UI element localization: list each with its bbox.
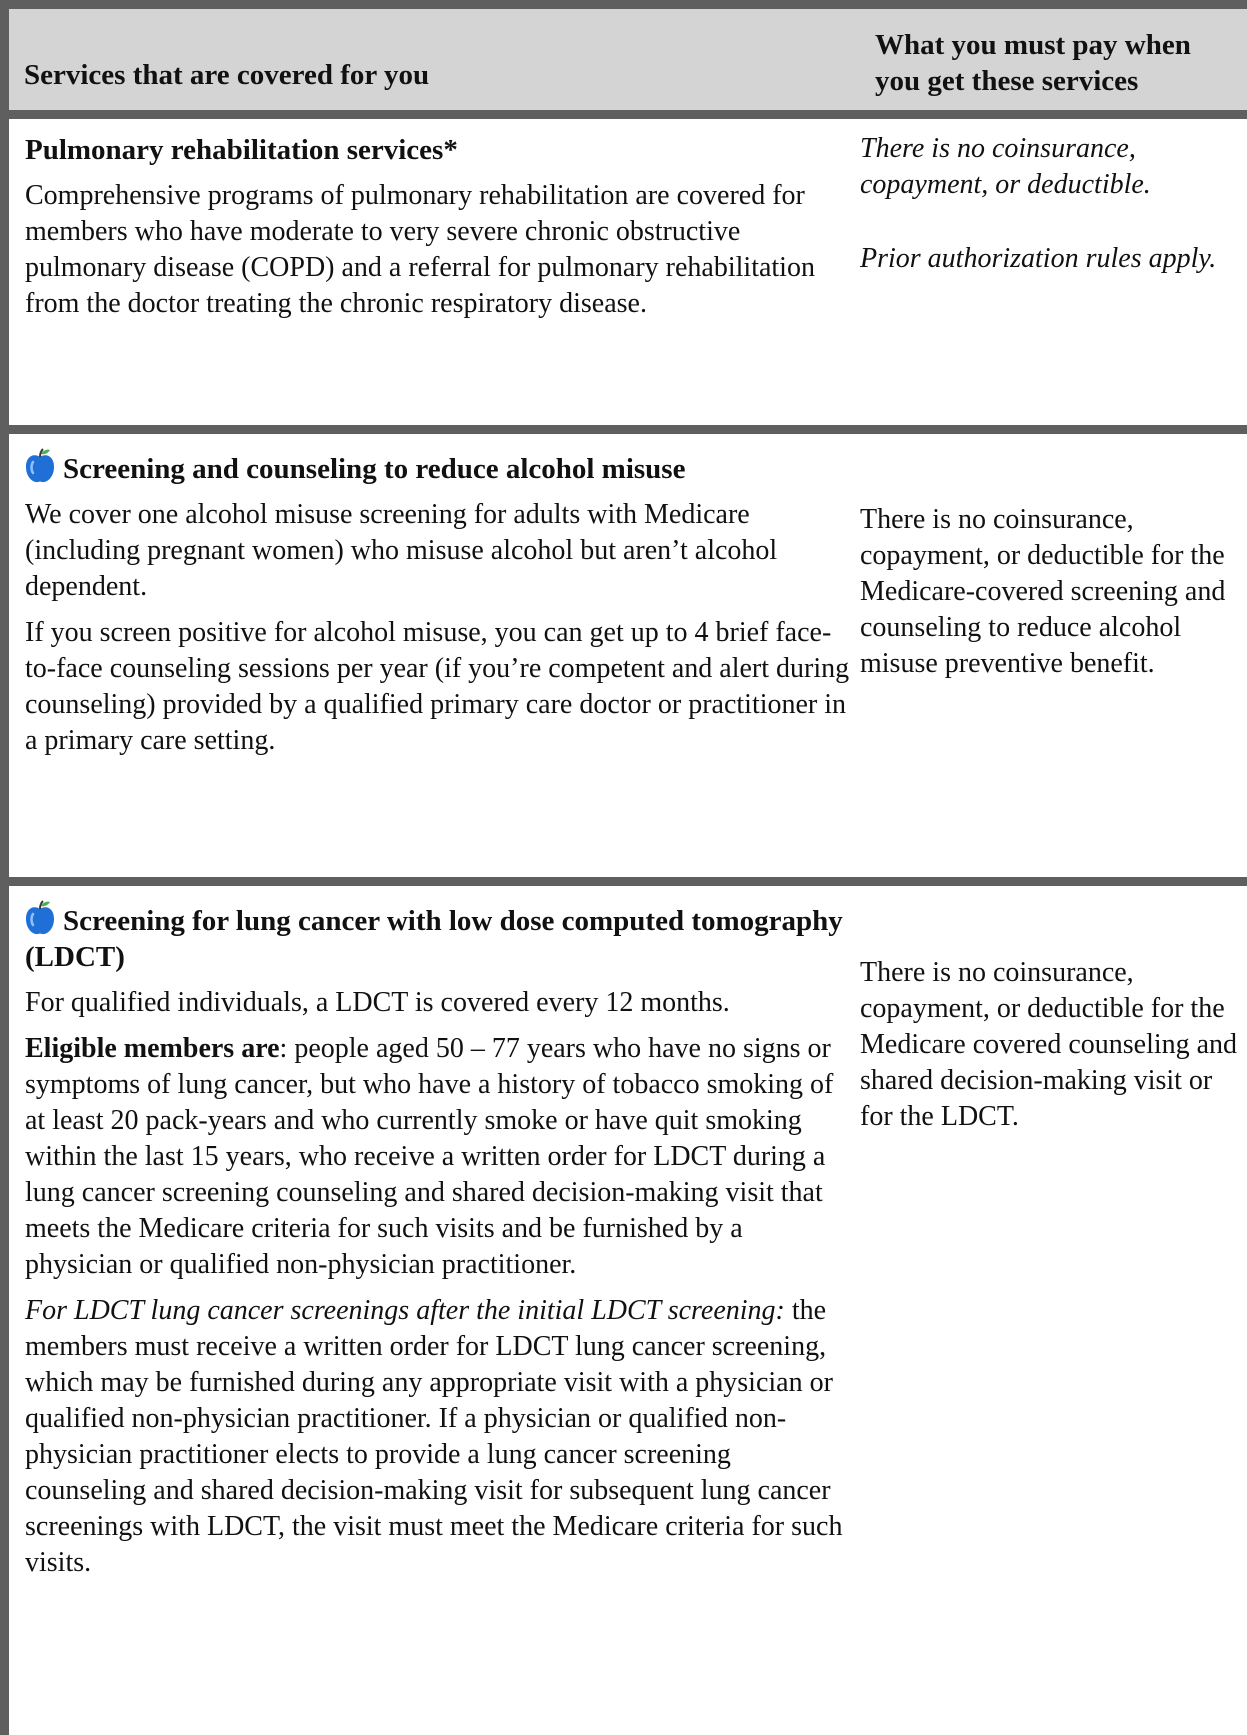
service-title: Pulmonary rehabilitation services* xyxy=(25,134,458,166)
service-title-text: Screening for lung cancer with low dose computed tomography (LDCT) xyxy=(25,905,843,973)
apple-icon xyxy=(25,900,55,936)
eligibility-label: Eligible members are xyxy=(25,1033,280,1064)
service-cell xyxy=(25,132,855,322)
payment-text: There is no coinsurance, copayment, or deductible. xyxy=(860,133,1151,200)
eligibility-paragraph xyxy=(25,1031,855,1283)
service-cell xyxy=(25,900,855,1581)
service-description: If you screen positive for alcohol misuse, you can get up to 4 brief face-to-face counseling sessions per year (if you’re competent and alert during counseling) provided by a qualified primary care doctor or practitioner in a primary care setting. xyxy=(25,617,850,756)
header-services-label: Services that are covered for you xyxy=(24,59,430,91)
table-row xyxy=(9,119,1247,425)
followup-paragraph xyxy=(25,1293,855,1581)
row-divider xyxy=(9,877,1247,886)
service-title-text: Screening and counseling to reduce alcohol misuse xyxy=(63,453,686,485)
payment-text: There is no coinsurance, copayment, or deductible for the Medicare covered counseling and shared decision-making visit or for the LDCT. xyxy=(860,957,1238,1132)
table-row xyxy=(9,434,1247,877)
table-row xyxy=(9,886,1247,1735)
table-header xyxy=(9,9,1247,119)
payment-cell xyxy=(860,955,1240,1135)
payment-cell xyxy=(860,131,1240,277)
service-description: For qualified individuals, a LDCT is covered every 12 months. xyxy=(25,987,730,1018)
service-title xyxy=(25,448,855,487)
payment-note: Prior authorization rules apply. xyxy=(860,243,1217,274)
header-pay-label: What you must pay when you get these services xyxy=(875,29,1191,97)
payment-cell xyxy=(860,502,1240,682)
service-description: We cover one alcohol misuse screening for adults with Medicare (including pregnant women) who misuse alcohol but aren’t alcohol dependent. xyxy=(25,499,778,602)
followup-label: For LDCT lung cancer screenings after the initial LDCT screening: xyxy=(25,1295,785,1326)
service-cell xyxy=(25,448,855,759)
followup-text: the members must receive a written order for LDCT lung cancer screening, which may be furnished during any appropriate visit with a physician or qualified non-physician practitioner. If a physician or qualified non-physician practitioner elects to provide a lung cancer screening counseling and shared decision-making visit for subsequent lung cancer screenings with LDCT, the visit must meet the Medicare criteria for such visits. xyxy=(25,1295,843,1578)
eligibility-text: : people aged 50 – 77 years who have no signs or symptoms of lung cancer, but who have a history of tobacco smoking of at least 20 pack-years and who currently smoke or have quit smoking within the last 15 years, who receive a written order for LDCT during a lung cancer screening counseling and shared decision-making visit that meets the Medicare criteria for such visits and be furnished by a physician or qualified non-physician practitioner. xyxy=(25,1033,834,1280)
apple-icon xyxy=(25,448,55,484)
service-title xyxy=(25,900,855,975)
service-description: Comprehensive programs of pulmonary rehabilitation are covered for members who have moderate to very severe chronic obstructive pulmonary disease (COPD) and a referral for pulmonary rehabilitation from the doctor treating the chronic respiratory disease. xyxy=(25,180,815,319)
row-divider xyxy=(9,425,1247,434)
payment-text: There is no coinsurance, copayment, or deductible for the Medicare-covered screening and counseling to reduce alcohol misuse preventive benefit. xyxy=(860,504,1226,679)
